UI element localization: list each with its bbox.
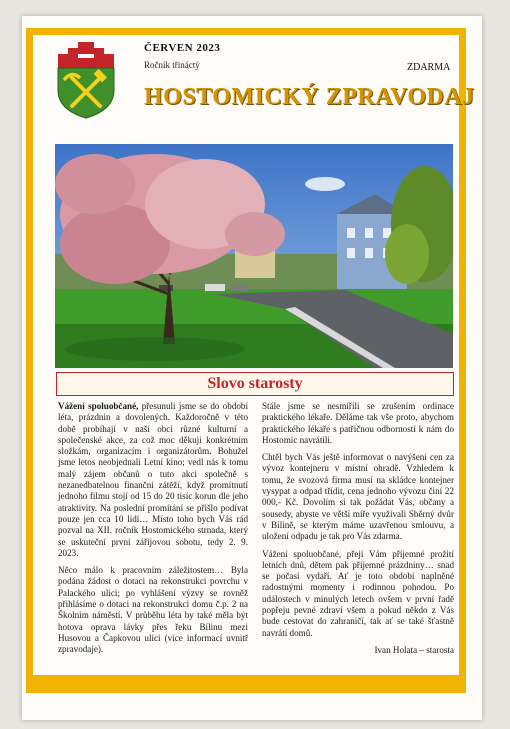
article-paragraph: přesunuli jsme se do období léta, prázdnin a dovolených. Každoročně v této době probíhají v naší obci různé kulturní a společenské akce, za což moc děkuji konkrétním složkám, organizacím i organizátorům. Bohužel jsme letos neobjednali Letní kino; vedl nás k tomu malý zájem občanů o tuto akci společně s nezanedbatelnou finanční zátěží, když promítnutí jednoho filmu stojí od 15 do 20 tisíc korun dle jeho atraktivity. Na poslední promítání se přišlo podívat pouze jen cca 10 lidí… Místo toho bych Vás rád pozval na XII. ročník Hostomického strnada, který se uskuteční první zářijovou sobotu, tedy 2. 9. 2023. — [58, 401, 249, 558]
article-column-left — [58, 401, 248, 662]
article-paragraph: Chtěl bych Vás ještě informovat o navýšení cen za vývoz kontejneru v místní ohradě. Vzhledem k tomu, že svozová firma musí na skládce kontejner vysypat a odpad třídit, cena jednoho vývozu činí 22 000,- Kč. Dovolím si tak požádat Vás, občany a sousedy, abyste ve větší míře využívali Sběrný dvůr v Bílině, se kterým máme uzavřenou smlouvu, a uložení odpadu je tak pro Vás zdarma. — [262, 452, 454, 542]
hammer-and-pick-crest-icon — [54, 38, 118, 120]
price-label: ZDARMA — [407, 62, 451, 73]
cover-photo — [55, 144, 453, 368]
article-signature: Ivan Holata – starosta — [374, 644, 454, 655]
article-paragraph: Vážení spoluobčané, přeji Vám příjemné prožití letních dnů, dětem pak příjemné prázdniny… snad se počasí vydaří. Ať je toto období naplněné radostnými momenty i rodinnou pohodou. Po událostech v minulých letech ovšem v první řadě popřeju pevné zdraví všem a pokud někdo z Vás bude cestovat do zahraničí, tak ať se také šťastně navrátí domů. — [262, 548, 454, 638]
article-greeting: Vážení spoluobčané, — [58, 401, 139, 411]
issue-volume: Ročník třináctý — [144, 60, 200, 70]
article-paragraph: Stále jsme se nesmířili se zrušením ordinace praktického lékaře. Děláme tak vše proto, abychom praktického lékaře s patřičnou odborností k nám do Hostomic navrátili. — [262, 401, 454, 445]
issue-month: ČERVEN 2023 — [144, 42, 221, 54]
article-paragraph: Něco málo k pracovním záležitostem… Byla podána žádost o dotaci na rekonstrukci povrchu v Palackého ulici; po vyhlášení výzvy se rovněž přihlásíme o dotaci na rekonstrukci domu č.p. 2 na Školním náměstí. V průběhu léta by také měla být hotova oprava lávky přes řeku Bílinu mezi Husovou a Čapkovou ulicí (více informací uvnitř zpravodaje). — [58, 565, 248, 655]
yellow-frame-bottom — [26, 675, 466, 693]
article-column-right — [262, 401, 454, 656]
section-title-box — [56, 372, 454, 396]
section-title: Slovo starosty — [207, 375, 303, 392]
masthead-title: HOSTOMICKÝ ZPRAVODAJ — [144, 84, 475, 110]
